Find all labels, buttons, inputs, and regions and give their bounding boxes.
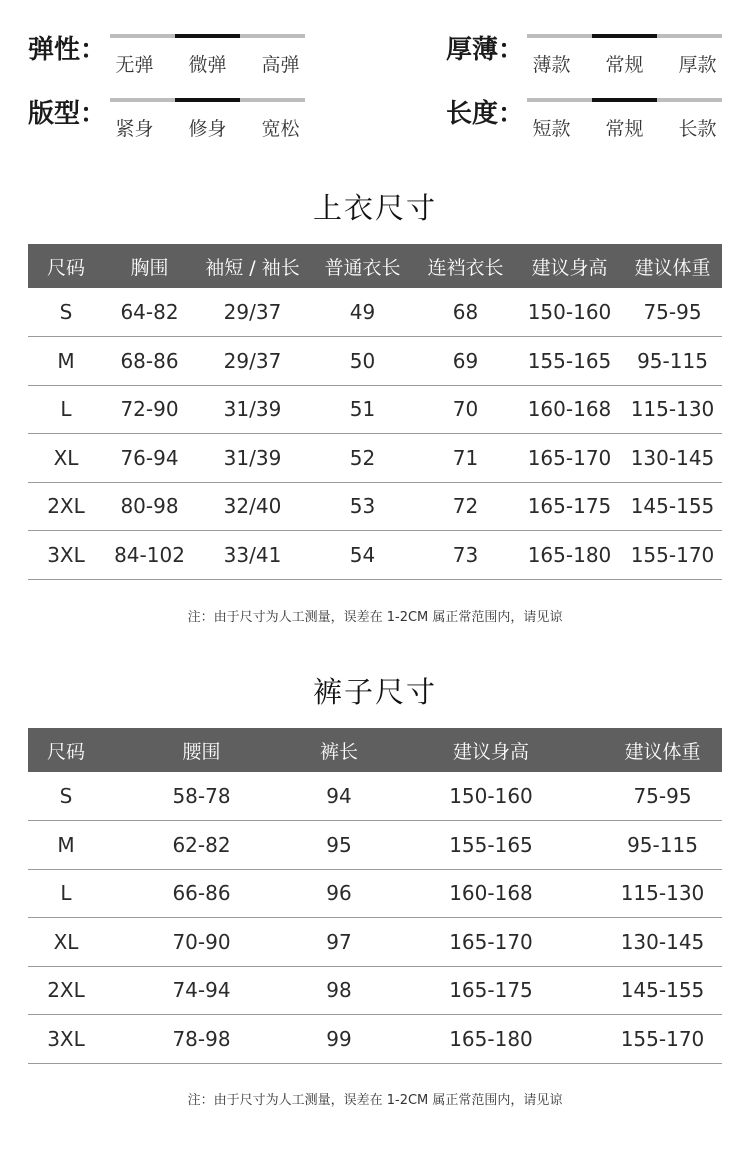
table-cell: 84-102 (114, 542, 185, 567)
column-header: 建议体重 (624, 740, 701, 763)
table-cell: 74-94 (172, 978, 231, 1003)
level-bar (527, 34, 722, 38)
level-bar (110, 98, 305, 102)
table-cell: 115-130 (620, 881, 705, 906)
column-header: 建议身高 (531, 256, 608, 279)
table-cell: 53 (349, 494, 376, 519)
level-bar (110, 34, 305, 38)
column-header: 腰围 (182, 740, 221, 763)
table-cell: 2XL (47, 494, 85, 519)
table-cell: 150-160 (527, 300, 612, 324)
table-cell: 150-160 (449, 784, 533, 808)
column-header: 建议身高 (452, 740, 529, 763)
table-cell: 160-168 (449, 881, 533, 906)
table-cell: 64-82 (120, 300, 179, 324)
level-option: 高弹 (261, 54, 300, 76)
table-cell: 99 (326, 1026, 352, 1051)
table-cell: 95-115 (627, 832, 698, 857)
table-cell: 145-155 (630, 494, 715, 519)
table-cell: 165-175 (449, 978, 533, 1003)
level-options (515, 50, 734, 77)
table-cell: 29/37 (223, 300, 282, 324)
table-cell: 32/40 (223, 494, 282, 519)
table-cell: 29/37 (223, 348, 282, 373)
table-cell: S (59, 300, 73, 324)
table-cell: 66-86 (172, 881, 231, 906)
table-cell: 95 (326, 832, 352, 857)
level-option: 薄款 (532, 54, 571, 76)
level-option: 常规 (605, 54, 644, 76)
tops-size-title: 上衣尺寸 (312, 191, 437, 225)
table-cell: 68-86 (120, 348, 179, 373)
tops-size-table (28, 244, 722, 580)
table-cell: M (57, 348, 75, 373)
level-option: 微弹 (188, 54, 227, 76)
table-row (28, 385, 722, 434)
level-option: 紧身 (115, 118, 154, 140)
table-cell: S (59, 784, 73, 808)
table-cell: 54 (349, 542, 376, 567)
table-cell: 49 (349, 300, 376, 324)
level-option: 常规 (605, 118, 644, 140)
table-cell: 130-145 (620, 929, 705, 954)
attribute-label: 版型： (28, 99, 107, 129)
table-cell: 70 (452, 397, 479, 422)
table-cell: L (60, 881, 72, 906)
table-cell: 31/39 (223, 397, 282, 422)
level-options (98, 114, 317, 141)
table-cell: 50 (349, 348, 376, 373)
table-row (28, 434, 722, 483)
table-cell: XL (53, 929, 79, 954)
column-header: 尺码 (46, 740, 85, 763)
table-cell: 80-98 (120, 494, 179, 519)
table-header-row (28, 244, 722, 288)
level-options (98, 50, 317, 77)
table-cell: 70-90 (172, 929, 231, 954)
table-row (28, 337, 722, 386)
table-cell: 115-130 (630, 397, 715, 422)
table-cell: 72 (452, 494, 479, 519)
table-cell: 165-170 (449, 929, 533, 954)
table-row (28, 288, 722, 337)
table-cell: 155-165 (449, 832, 533, 857)
table-cell: 69 (452, 348, 479, 373)
measurement-note: 注：由于尺寸为人工测量，误差在 1-2CM 属正常范围内，请见谅 (187, 1093, 563, 1108)
table-row (28, 918, 722, 967)
pants-size-title: 裤子尺寸 (312, 675, 437, 709)
table-cell: 3XL (47, 1026, 85, 1051)
level-options (515, 114, 734, 141)
table-row (28, 821, 722, 870)
column-header: 裤长 (319, 740, 358, 763)
table-header-row (28, 728, 722, 772)
table-cell: 33/41 (223, 542, 282, 567)
table-cell: 94 (326, 784, 352, 808)
column-header: 连裆衣长 (427, 256, 504, 279)
table-row (28, 772, 722, 821)
table-cell: L (60, 397, 72, 422)
level-option: 宽松 (261, 118, 300, 140)
table-cell: 52 (349, 445, 376, 470)
level-option: 长款 (678, 118, 717, 140)
table-row (28, 531, 722, 580)
table-cell: 95-115 (637, 348, 708, 373)
table-cell: 155-170 (630, 542, 715, 567)
attribute-label: 弹性： (28, 35, 107, 65)
attribute-label: 长度： (446, 99, 525, 129)
level-option: 无弹 (115, 54, 154, 76)
column-header: 尺码 (46, 256, 85, 279)
table-cell: 130-145 (630, 445, 715, 470)
level-option: 修身 (188, 118, 227, 140)
table-cell: 51 (349, 397, 376, 422)
table-cell: 71 (452, 445, 479, 470)
table-cell: 2XL (47, 978, 85, 1003)
level-option: 厚款 (678, 54, 717, 76)
table-cell: 165-180 (449, 1026, 533, 1051)
table-cell: 155-165 (527, 348, 612, 373)
attribute-label: 厚薄： (446, 35, 525, 65)
table-cell: 58-78 (172, 784, 231, 808)
table-cell: 98 (326, 978, 352, 1003)
measurement-note: 注：由于尺寸为人工测量，误差在 1-2CM 属正常范围内，请见谅 (187, 610, 563, 625)
table-row (28, 869, 722, 918)
table-row (28, 966, 722, 1015)
level-bar (527, 98, 722, 102)
table-cell: 68 (452, 300, 479, 324)
table-row (28, 482, 722, 531)
pants-size-table (28, 728, 722, 1064)
table-cell: 165-180 (527, 542, 612, 567)
column-header: 建议体重 (634, 256, 711, 279)
table-cell: 165-175 (527, 494, 612, 519)
column-header: 胸围 (130, 256, 169, 279)
table-cell: 97 (326, 929, 352, 954)
level-option: 短款 (532, 118, 571, 140)
table-cell: 165-170 (527, 445, 612, 470)
table-cell: XL (53, 445, 79, 470)
column-header: 普通衣长 (324, 256, 401, 279)
table-cell: 78-98 (172, 1026, 231, 1051)
table-row (28, 1015, 722, 1064)
table-cell: 75-95 (643, 300, 702, 324)
table-cell: 72-90 (120, 397, 179, 422)
table-cell: 3XL (47, 542, 85, 567)
table-cell: 75-95 (633, 784, 692, 808)
table-cell: 145-155 (620, 978, 705, 1003)
table-cell: 76-94 (120, 445, 179, 470)
column-header: 袖短 / 袖长 (205, 256, 300, 279)
table-cell: 160-168 (527, 397, 612, 422)
table-cell: 96 (326, 881, 352, 906)
table-cell: 62-82 (172, 832, 231, 857)
table-cell: 73 (452, 542, 479, 567)
table-cell: M (57, 832, 75, 857)
table-cell: 155-170 (620, 1026, 705, 1051)
table-cell: 31/39 (223, 445, 282, 470)
